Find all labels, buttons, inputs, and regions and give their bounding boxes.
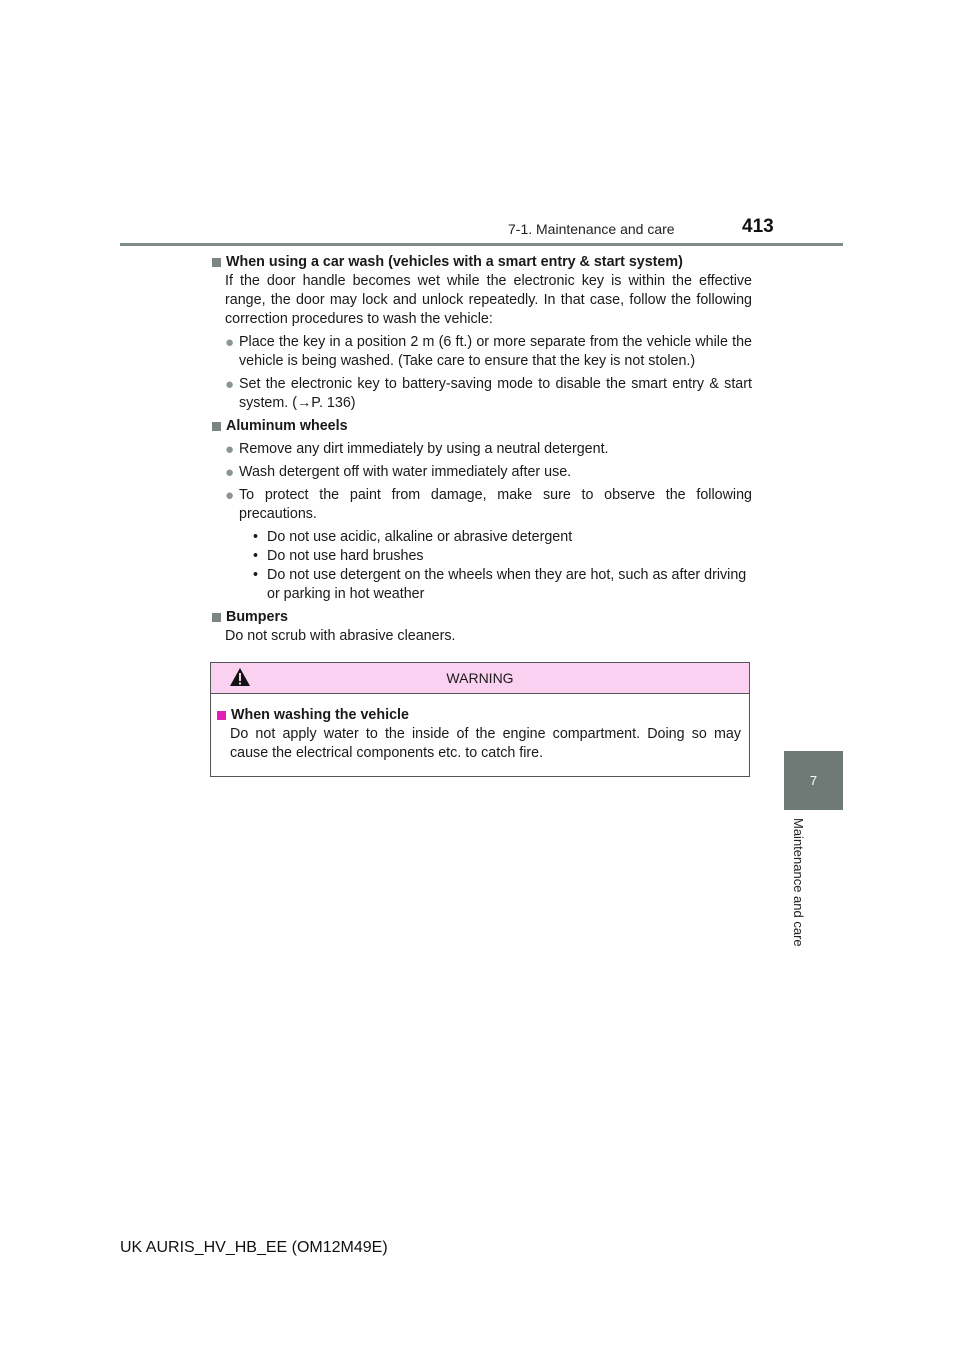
header-section-title: 7-1. Maintenance and care (508, 221, 675, 237)
sub-list-item: • Do not use acidic, alkaline or abrasive detergent (253, 529, 573, 545)
main-content (212, 253, 752, 646)
square-marker-icon (217, 711, 226, 720)
warning-box (210, 662, 750, 777)
list-item: ● To protect the paint from damage, make sure to observe the following precautions. (225, 487, 752, 522)
header-divider (120, 243, 843, 246)
bumpers-text: Do not scrub with abrasive cleaners. (225, 628, 456, 644)
footer-model-code: UK AURIS_HV_HB_EE (OM12M49E) (120, 1239, 388, 1256)
section-heading-aluminum-wheels: Aluminum wheels (212, 417, 752, 436)
sub-list-item: • Do not use hard brushes (253, 548, 424, 564)
square-marker-icon (212, 613, 221, 622)
square-marker-icon (212, 422, 221, 431)
sub-list-item: • Do not use detergent on the wheels when they are hot, such as after driving or parking in hot weather (253, 567, 747, 602)
warning-heading: When washing the vehicle (217, 706, 741, 725)
chapter-title-vertical: Maintenance and care (791, 818, 806, 947)
sub-list (239, 528, 752, 604)
warning-triangle-icon (229, 667, 251, 687)
bullet-dot-icon: ● (225, 487, 235, 504)
bullet-dot-icon: ● (225, 441, 235, 458)
bullet-dot-icon: ● (225, 334, 235, 351)
car-wash-intro: If the door handle becomes wet while the electronic key is within the effective range, the door may lock and unlock repeatedly. In that case, follow the following correction procedures to wash the vehicle: (225, 273, 752, 327)
warning-body (211, 694, 749, 763)
bullet-dot-icon: ● (225, 376, 235, 393)
list-item: ● Wash detergent off with water immediately after use. (225, 464, 572, 481)
list-item: ● Place the key in a position 2 m (6 ft.) or more separate from the vehicle while the vehicle is being washed. (Take care to ensure that the key is not stolen.) (225, 334, 752, 369)
square-marker-icon (212, 258, 221, 267)
section-heading-bumpers: Bumpers (212, 608, 752, 627)
list-item: ● Set the electronic key to battery-saving mode to disable the smart entry & start system. (→P. 136) (225, 376, 752, 411)
warning-label: WARNING (446, 670, 514, 686)
chapter-tab[interactable]: 7 (784, 751, 843, 810)
warning-header (211, 663, 749, 694)
bullet-dot-icon: ● (225, 464, 235, 481)
list-item: ● Remove any dirt immediately by using a neutral detergent. (225, 441, 609, 458)
warning-text: Do not apply water to the inside of the engine compartment. Doing so may cause the electrical components etc. to catch fire. (230, 726, 741, 761)
page-number: 413 (742, 216, 774, 237)
section-heading-car-wash: When using a car wash (vehicles with a smart entry & start system) (212, 253, 752, 272)
